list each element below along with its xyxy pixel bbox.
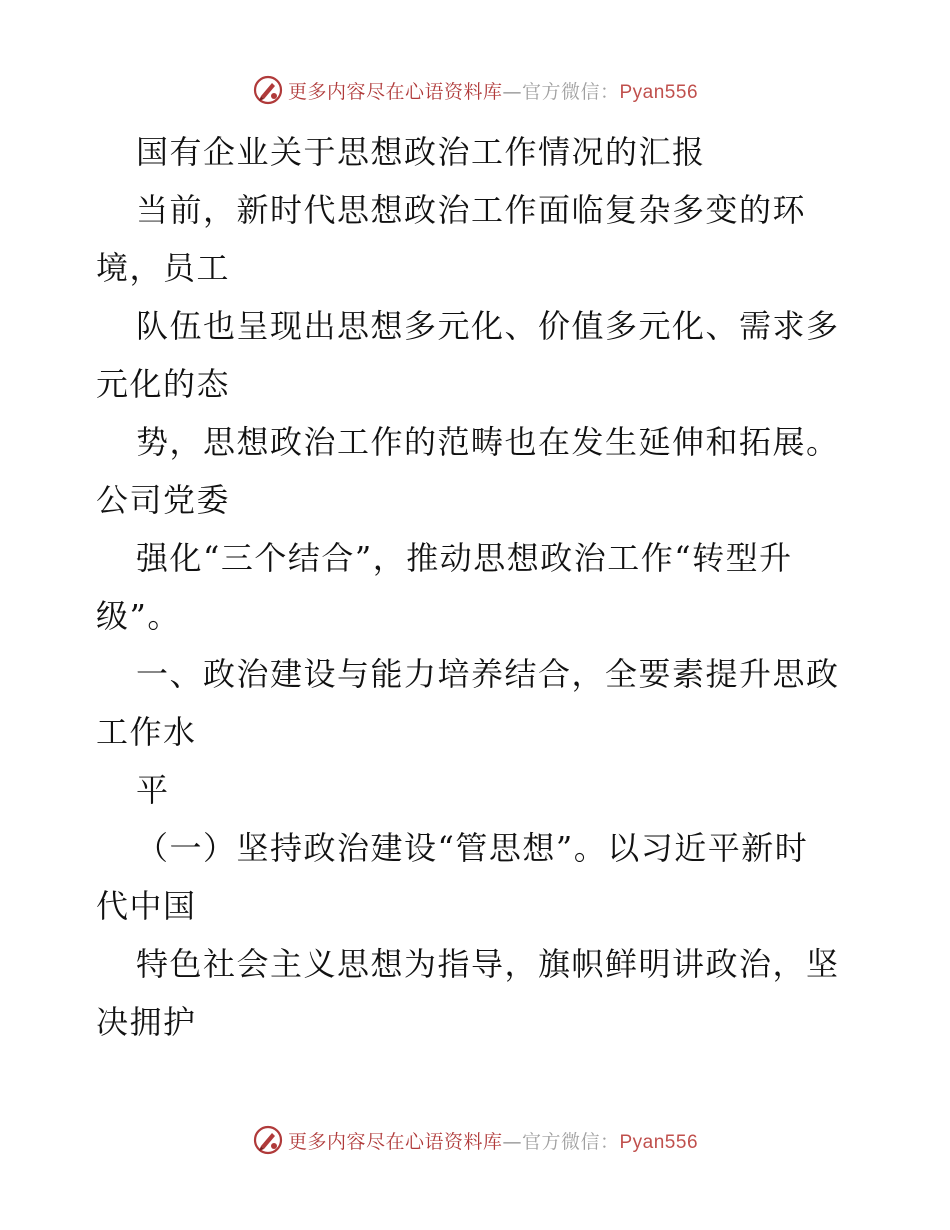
text-line: 强化“三个结合”，推动思想政治工作“转型升 xyxy=(136,539,793,577)
text-line: 级”。 xyxy=(96,597,181,635)
watermark-text: 更多内容尽在心语资料库 xyxy=(287,80,503,103)
document-body xyxy=(96,123,856,1051)
watermark-footer xyxy=(0,1122,950,1158)
pen-logo-icon xyxy=(252,1124,284,1156)
watermark-dash: — xyxy=(502,80,522,103)
text-line: （一）坚持政治建设“管思想”。以习近平新时 xyxy=(136,829,809,867)
text-line: 势，思想政治工作的范畴也在发生延伸和拓展。 xyxy=(136,423,840,461)
text-line: 工作水 xyxy=(96,713,197,751)
text-line: 公司党委 xyxy=(96,481,231,519)
text-line: 平 xyxy=(136,771,170,809)
wechat-label: 官方微信： xyxy=(521,1130,620,1153)
watermark-header xyxy=(0,72,950,108)
text-line: 特色社会主义思想为指导，旗帜鲜明讲政治，坚 xyxy=(136,945,840,983)
wechat-id: Pyan556 xyxy=(619,81,699,103)
text-line: 当前，新时代思想政治工作面临复杂多变的环 xyxy=(136,191,807,229)
text-line: 队伍也呈现出思想多元化、价值多元化、需求多 xyxy=(136,307,840,345)
pen-logo-icon xyxy=(252,74,284,106)
text-line: 元化的态 xyxy=(96,365,231,403)
text-line: 决拥护 xyxy=(96,1003,197,1041)
text-line: 一、政治建设与能力培养结合，全要素提升思政 xyxy=(136,655,840,693)
watermark-dash: — xyxy=(502,1130,522,1153)
wechat-id: Pyan556 xyxy=(619,1131,699,1153)
text-line: 国有企业关于思想政治工作情况的汇报 xyxy=(136,133,706,171)
wechat-label: 官方微信： xyxy=(521,80,620,103)
text-line: 境，员工 xyxy=(96,249,231,287)
text-line: 代中国 xyxy=(96,887,197,925)
watermark-text: 更多内容尽在心语资料库 xyxy=(287,1130,503,1153)
